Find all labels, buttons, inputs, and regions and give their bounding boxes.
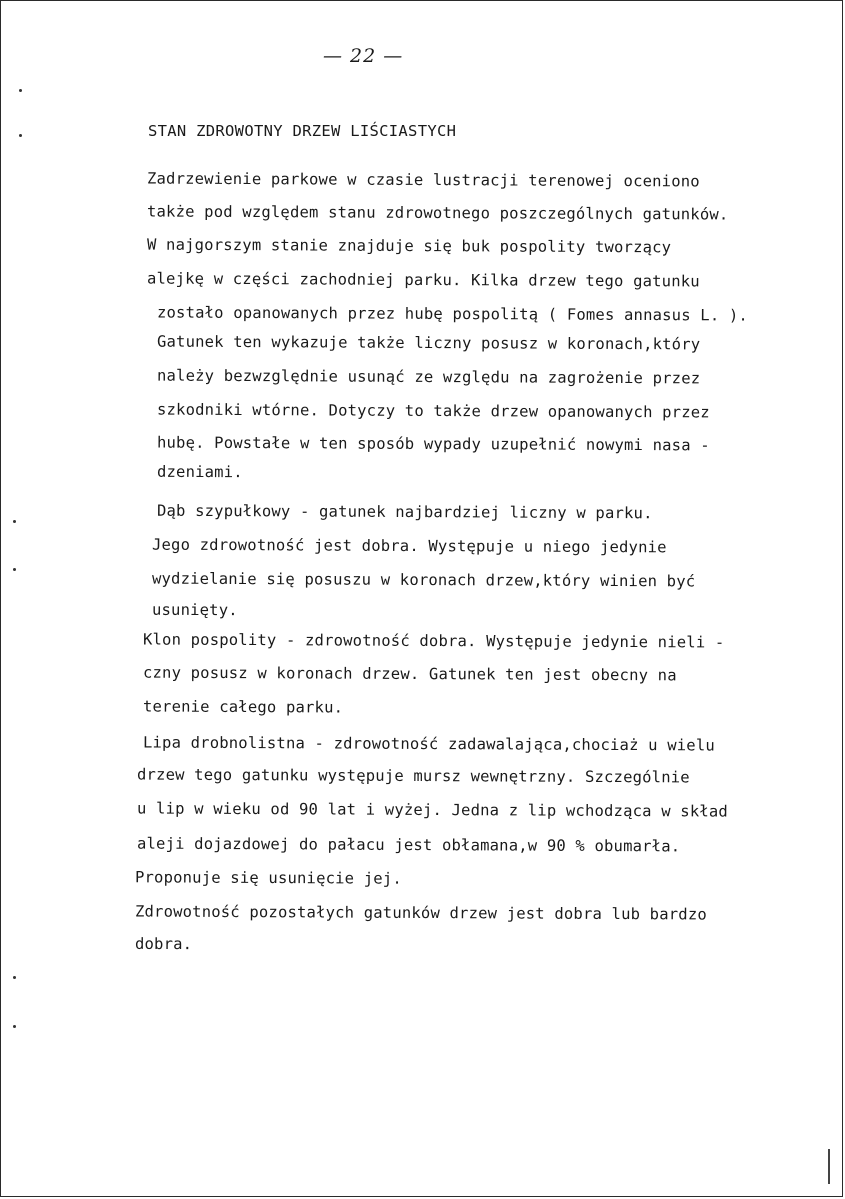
scan-speck [19, 134, 22, 137]
section-title: STAN ZDROWOTNY DRZEW LIŚCIASTYCH [148, 122, 457, 140]
text-line: drzew tego gatunku występuje mursz wewnętrzny. Szczególnie [136, 765, 690, 787]
scan-speck [13, 1025, 16, 1028]
text-line: także pod względem stanu zdrowotnego poszczególnych gatunków. [146, 202, 729, 224]
text-line: alejkę w części zachodniej parku. Kilka drzew tego gatunku [146, 269, 700, 291]
text-line: Gatunek ten wykazuje także liczny posusz w koronach,który [156, 332, 701, 354]
text-line: Lipa drobnolistna - zdrowotność zadawalająca,chociaż u wielu [142, 733, 715, 755]
page-number: — 22 — [323, 45, 404, 67]
text-line: szkodniki wtórne. Dotyczy to także drzew opanowanych przez [156, 400, 710, 422]
scan-speck [13, 568, 16, 571]
text-line: należy bezwzględnie usunąć ze względu na zagrożenie przez [156, 366, 701, 388]
text-line: usunięty. [151, 600, 238, 620]
scan-speck [13, 520, 16, 523]
text-line: W najgorszym stanie znajduje się buk pospolity tworzący [146, 235, 672, 257]
text-line: Dąb szypułkowy - gatunek najbardziej liczny w parku. [156, 501, 653, 523]
text-line: hubę. Powstałe w ten sposób wypady uzupełnić nowymi nasa - [156, 433, 710, 455]
text-line: zostało opanowanych przez hubę pospolitą ( Fomes annasus L. ). [156, 303, 749, 325]
text-line: wydzielanie się posuszu w koronach drzew,który winien być [151, 569, 696, 591]
text-line: Proponuje się usunięcie jej. [134, 868, 402, 888]
text-line: terenie całego parku. [142, 697, 344, 717]
text-line: Zadrzewienie parkowe w czasie lustracji terenowej oceniono [146, 169, 700, 191]
text-line: dobra. [134, 934, 193, 954]
scan-speck [19, 89, 22, 92]
text-line: aleji dojazdowej do pałacu jest obłamana,w 90 % obumarła. [136, 834, 681, 856]
text-line: Klon pospolity - zdrowotność dobra. Występuje jedynie nieli - [142, 630, 725, 652]
text-line: Zdrowotność pozostałych gatunków drzew jest dobra lub bardzo [134, 902, 707, 924]
text-line: dzeniami. [156, 462, 243, 482]
text-line: u lip w wieku od 90 lat i wyżej. Jedna z lip wchodząca w skład [136, 799, 729, 821]
text-line: czny posusz w koronach drzew. Gatunek ten jest obecny na [142, 663, 677, 685]
text-line: Jego zdrowotność jest dobra. Występuje u niego jedynie [151, 535, 667, 557]
scan-edge-mark [828, 1149, 830, 1184]
scan-speck [13, 976, 16, 979]
